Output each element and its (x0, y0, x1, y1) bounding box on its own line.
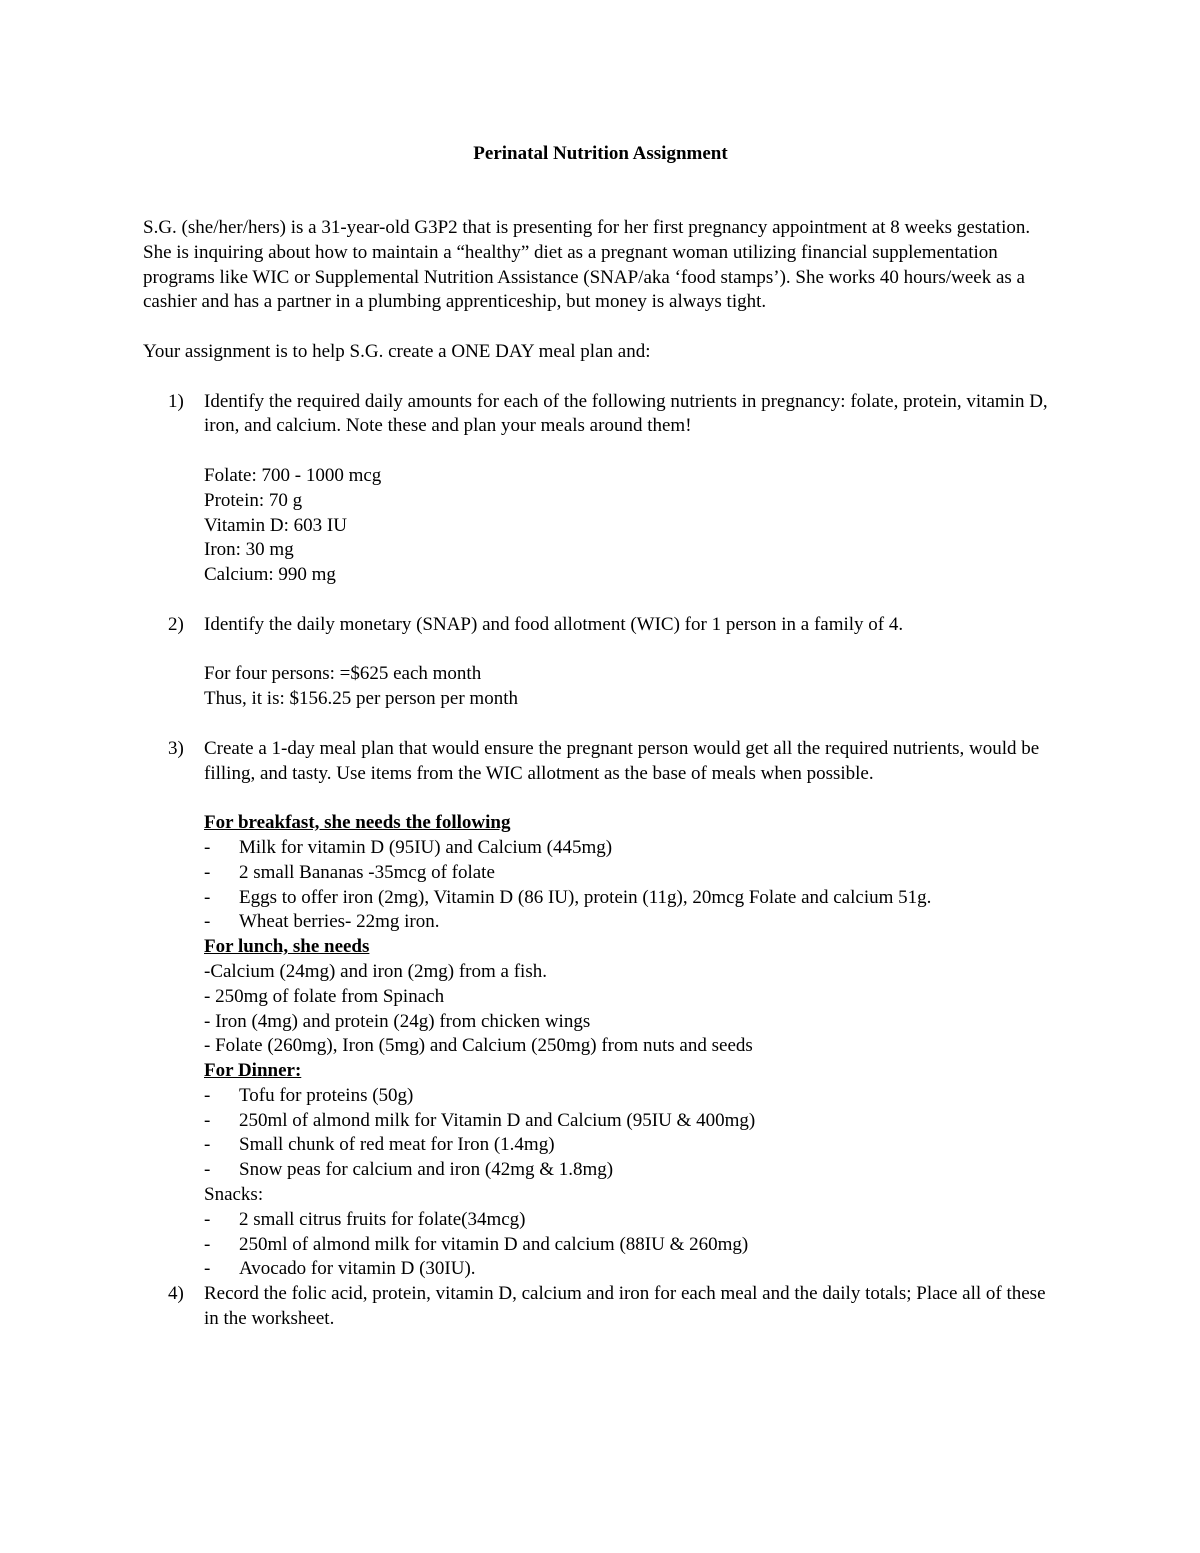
item-number: 2) (168, 613, 184, 635)
requirement-vitamin-d: Vitamin D: 603 IU (204, 514, 347, 536)
snacks-heading: Snacks: (204, 1184, 264, 1206)
item-2 (143, 613, 1058, 712)
requirement-protein: Protein: 70 g (204, 489, 303, 511)
assignment-line: Your assignment is to help S.G. create a ONE DAY meal plan and: (143, 340, 651, 362)
requirement-calcium: Calcium: 990 mg (204, 564, 336, 586)
list-item: - Milk for vitamin D (95IU) and Calcium (445mg) (204, 836, 613, 858)
list-item: - Tofu for proteins (50g) (204, 1084, 414, 1106)
allotment-per-person: Thus, it is: $156.25 per person per month (204, 688, 518, 710)
lunch-heading: For lunch, she needs (204, 936, 370, 958)
list-item: - 250ml of almond milk for vitamin D and calcium (88IU & 260mg) (204, 1233, 749, 1255)
dinner-heading: For Dinner: (204, 1060, 302, 1082)
item-text: Record the folic acid, protein, vitamin D, calcium and iron for each meal and the daily totals; Place all of these in the worksheet. (204, 1283, 1046, 1330)
item-3 (143, 737, 1058, 1283)
meal-plan (204, 811, 1058, 1282)
list-item: -Calcium (24mg) and iron (2mg) from a fish. (204, 960, 547, 982)
breakfast-heading: For breakfast, she needs the following (204, 812, 511, 834)
list-item: - Snow peas for calcium and iron (42mg & 1.8mg) (204, 1159, 614, 1181)
document-title: Perinatal Nutrition Assignment (473, 143, 728, 164)
list-item: - 2 small Bananas -35mcg of folate (204, 861, 495, 883)
item-text: Create a 1-day meal plan that would ensure the pregnant person would get all the required nutrients, would be filling, and tasty. Use items from the WIC allotment as the base of meals when possible. (204, 737, 1040, 784)
item-1 (143, 390, 1058, 588)
item-text: Identify the daily monetary (SNAP) and food allotment (WIC) for 1 person in a family of 4. (204, 613, 904, 635)
list-item: - 2 small citrus fruits for folate(34mcg) (204, 1208, 526, 1230)
item-4 (143, 1282, 1058, 1332)
allotment-family: For four persons: =$625 each month (204, 663, 482, 685)
list-item: - 250ml of almond milk for Vitamin D and Calcium (95IU & 400mg) (204, 1109, 756, 1131)
requirement-iron: Iron: 30 mg (204, 539, 294, 561)
item-number: 1) (168, 390, 184, 412)
list-item: - Avocado for vitamin D (30IU). (204, 1258, 476, 1280)
requirement-folate: Folate: 700 - 1000 mcg (204, 464, 382, 486)
list-item: - Folate (260mg), Iron (5mg) and Calcium (250mg) from nuts and seeds (204, 1035, 753, 1057)
list-item: - Eggs to offer iron (2mg), Vitamin D (86 IU), protein (11g), 20mcg Folate and calcium 51g. (204, 886, 932, 908)
list-item: - Wheat berries- 22mg iron. (204, 911, 440, 933)
list-item: - Small chunk of red meat for Iron (1.4mg) (204, 1134, 555, 1156)
requirements-list (204, 464, 1058, 588)
item-number: 4) (168, 1283, 184, 1305)
item-text: Identify the required daily amounts for each of the following nutrients in pregnancy: folate, protein, vitamin D, iron, and calcium. Note these and plan your meals around them! (204, 390, 1048, 437)
item-number: 3) (168, 737, 184, 759)
list-item: - 250mg of folate from Spinach (204, 985, 445, 1007)
intro-paragraph: S.G. (she/her/hers) is a 31-year-old G3P2 that is presenting for her first pregnancy appointment at 8 weeks gestation. She is inquiring about how to maintain a “healthy” diet as a pregnant woman utilizing financial supplementation programs like WIC or Supplemental Nutrition Assistance (SNAP/aka ‘food stamps’). She works 40 hours/week as a cashier and has a partner in a plumbing apprenticeship, but money is always tight. (143, 217, 1031, 313)
list-item: - Iron (4mg) and protein (24g) from chicken wings (204, 1010, 591, 1032)
